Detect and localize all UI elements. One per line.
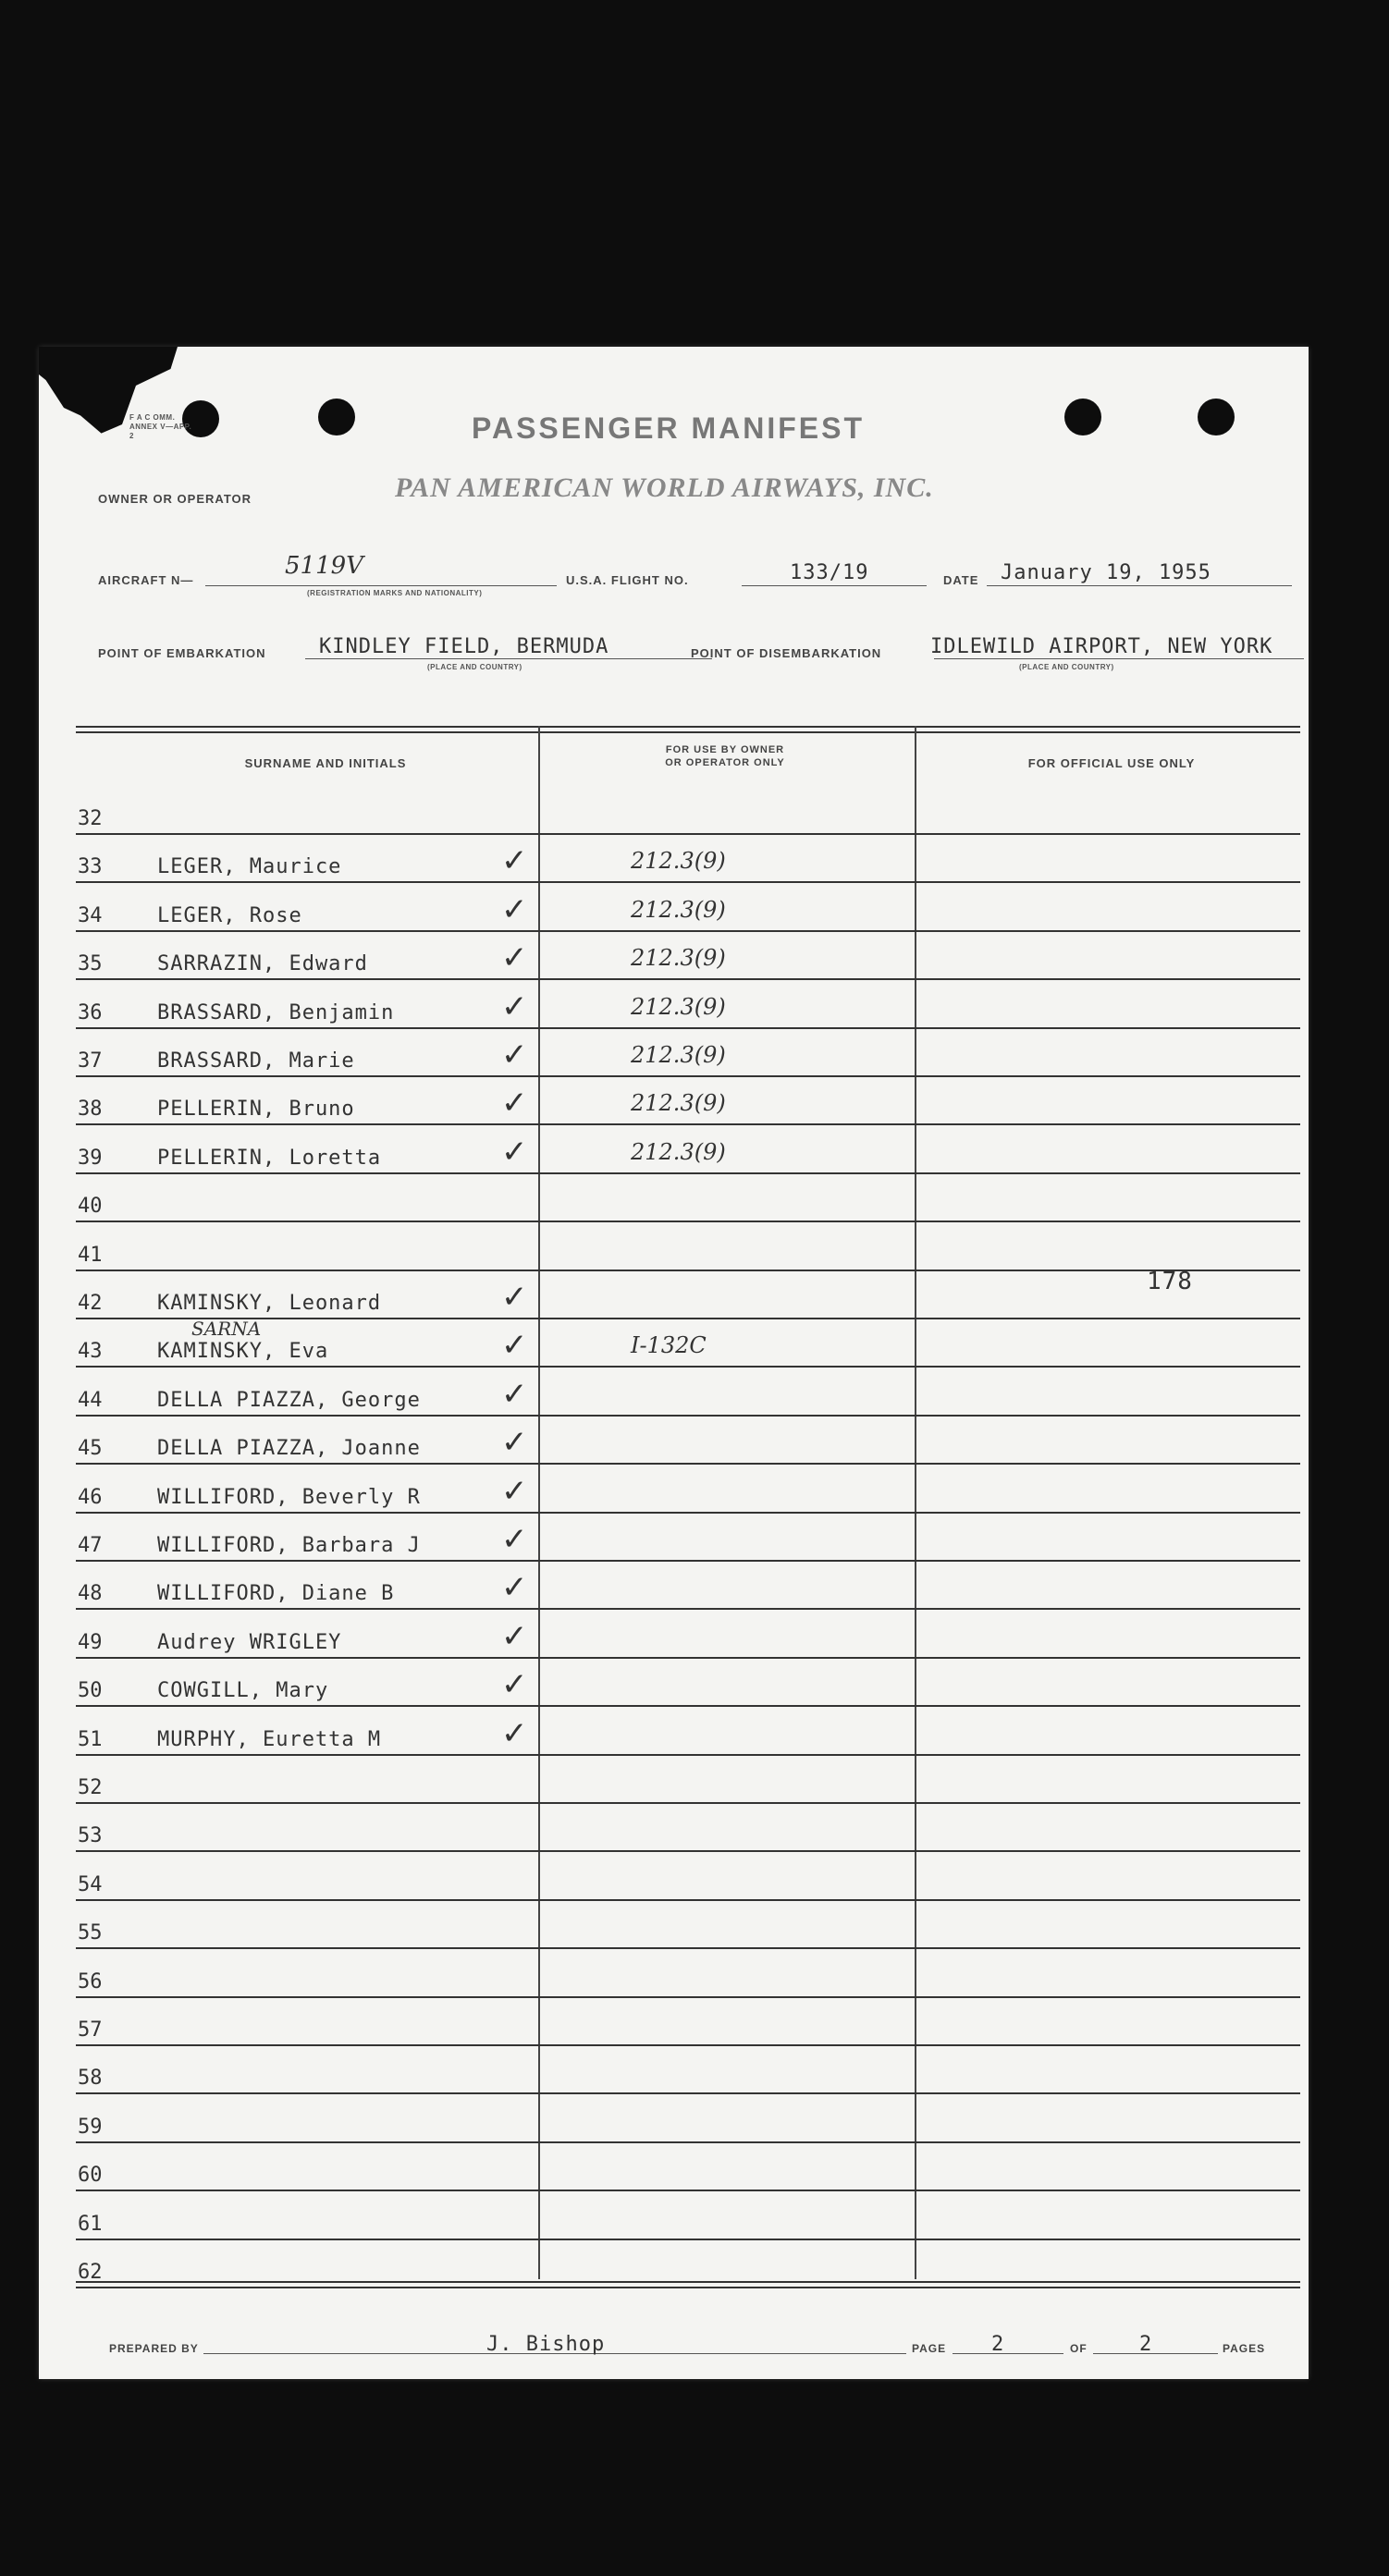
row-number: 41 — [78, 1243, 103, 1267]
row-number: 44 — [78, 1388, 103, 1412]
owner-code: 212.3(9) — [631, 1090, 726, 1117]
row-rule — [76, 1996, 1300, 1998]
owner-value: PAN AMERICAN WORLD AIRWAYS, INC. — [395, 472, 934, 503]
passenger-name: BRASSARD, Marie — [157, 1049, 355, 1073]
row-number: 47 — [78, 1534, 103, 1557]
row-number: 50 — [78, 1679, 103, 1703]
row-number: 59 — [78, 2115, 103, 2139]
check-mark-icon: ✓ — [501, 1521, 528, 1558]
disembark-value: IDLEWILD AIRPORT, NEW YORK — [930, 635, 1273, 658]
row-rule — [76, 1270, 1300, 1271]
passenger-name: Audrey WRIGLEY — [157, 1630, 342, 1654]
prepared-value: J. Bishop — [486, 2333, 606, 2356]
flight-value: 133/19 — [790, 561, 869, 584]
passenger-name: WILLIFORD, Beverly R — [157, 1485, 421, 1509]
pages-label: PAGES — [1223, 2342, 1266, 2355]
passenger-name: KAMINSKY, Eva — [157, 1340, 329, 1364]
passenger-name: KAMINSKY, Leonard — [157, 1292, 382, 1315]
row-rule — [76, 1899, 1300, 1901]
col-surname-header: SURNAME AND INITIALS — [244, 756, 407, 770]
check-mark-icon: ✓ — [501, 1569, 528, 1607]
row-number: 61 — [78, 2212, 103, 2236]
row-rule — [76, 1366, 1300, 1368]
row-rule — [76, 1415, 1300, 1417]
row-rule — [76, 881, 1300, 883]
passenger-name: BRASSARD, Benjamin — [157, 1000, 395, 1024]
row-rule — [76, 1705, 1300, 1707]
passenger-name: MURPHY, Euretta M — [157, 1727, 382, 1751]
row-rule — [76, 1221, 1300, 1222]
passenger-name: LEGER, Maurice — [157, 855, 342, 879]
row-number: 38 — [78, 1098, 103, 1122]
row-number: 39 — [78, 1146, 103, 1170]
page-value: 2 — [991, 2333, 1005, 2356]
owner-label: OWNER OR OPERATOR — [98, 492, 252, 506]
official-number: 178 — [1147, 1268, 1193, 1295]
torn-corner — [39, 347, 178, 458]
row-number: 42 — [78, 1292, 103, 1315]
prepared-label: PREPARED BY — [109, 2342, 199, 2355]
embark-sub: (PLACE AND COUNTRY) — [427, 663, 522, 671]
handwritten-sarna: SARNA — [191, 1318, 262, 1340]
manifest-page — [39, 347, 1309, 2379]
row-rule — [76, 1512, 1300, 1514]
row-number: 56 — [78, 1969, 103, 1993]
row-number: 45 — [78, 1437, 103, 1461]
passenger-name: DELLA PIAZZA, Joanne — [157, 1437, 421, 1461]
owner-code: 212.3(9) — [631, 993, 726, 1020]
page-label: PAGE — [912, 2342, 947, 2355]
row-rule — [76, 1075, 1300, 1077]
form-code: F A C OMM. ANNEX V—APP. 2 — [129, 413, 192, 440]
passenger-name: PELLERIN, Bruno — [157, 1098, 355, 1122]
row-number: 48 — [78, 1582, 103, 1606]
check-mark-icon: ✓ — [501, 1666, 528, 1704]
row-number: 40 — [78, 1195, 103, 1219]
row-rule — [76, 1463, 1300, 1465]
punch-hole — [318, 399, 355, 435]
passenger-name: WILLIFORD, Diane B — [157, 1582, 395, 1606]
col-owner-header-2: OR OPERATOR ONLY — [665, 757, 785, 768]
of-label: OF — [1070, 2342, 1088, 2355]
row-number: 53 — [78, 1824, 103, 1848]
owner-code: 212.3(9) — [631, 945, 726, 972]
row-number: 55 — [78, 1921, 103, 1945]
check-mark-icon: ✓ — [501, 890, 528, 928]
row-number: 36 — [78, 1000, 103, 1024]
passenger-name: WILLIFORD, Barbara J — [157, 1534, 421, 1557]
owner-code: 212.3(9) — [631, 1042, 726, 1068]
check-mark-icon: ✓ — [501, 1037, 528, 1073]
row-rule — [76, 833, 1300, 835]
check-mark-icon: ✓ — [501, 1617, 528, 1655]
check-mark-icon: ✓ — [501, 1714, 528, 1752]
row-number: 60 — [78, 2164, 103, 2188]
col-owner-header-1: FOR USE BY OWNER — [665, 744, 785, 755]
check-mark-icon: ✓ — [501, 1133, 528, 1171]
passenger-name: DELLA PIAZZA, George — [157, 1388, 421, 1412]
row-number: 62 — [78, 2261, 103, 2284]
row-number: 54 — [78, 1872, 103, 1896]
row-number: 32 — [78, 807, 103, 830]
row-rule — [76, 2190, 1300, 2191]
check-mark-icon: ✓ — [501, 1279, 528, 1316]
flight-label: U.S.A. FLIGHT NO. — [566, 573, 689, 587]
row-rule — [76, 930, 1300, 932]
form-title: PASSENGER MANIFEST — [472, 411, 865, 445]
aircraft-label: AIRCRAFT N— — [98, 573, 194, 587]
row-number: 43 — [78, 1340, 103, 1364]
row-number: 34 — [78, 903, 103, 927]
row-number: 52 — [78, 1776, 103, 1799]
row-number: 49 — [78, 1630, 103, 1654]
row-number: 57 — [78, 2018, 103, 2042]
row-rule — [76, 1608, 1300, 1610]
row-number: 33 — [78, 855, 103, 879]
passenger-name: PELLERIN, Loretta — [157, 1146, 382, 1170]
check-mark-icon: ✓ — [501, 987, 528, 1025]
row-number: 37 — [78, 1049, 103, 1073]
disembark-sub: (PLACE AND COUNTRY) — [1019, 663, 1114, 671]
row-rule — [76, 2044, 1300, 2046]
row-rule — [76, 1657, 1300, 1659]
punch-hole — [1198, 399, 1235, 435]
check-mark-icon: ✓ — [501, 1424, 528, 1462]
row-rule — [76, 1172, 1300, 1174]
owner-code: 212.3(9) — [631, 1138, 726, 1165]
check-mark-icon: ✓ — [501, 939, 528, 977]
row-rule — [76, 1947, 1300, 1949]
row-rule — [76, 2141, 1300, 2143]
row-rule — [76, 1123, 1300, 1125]
owner-code: I-132C — [631, 1332, 707, 1359]
owner-code: 212.3(9) — [631, 848, 726, 875]
owner-code: 212.3(9) — [631, 896, 726, 923]
check-mark-icon: ✓ — [501, 1327, 528, 1365]
row-number: 46 — [78, 1485, 103, 1509]
punch-hole — [1064, 399, 1101, 435]
row-rule — [76, 1802, 1300, 1804]
row-rule — [76, 1754, 1300, 1756]
date-value: January 19, 1955 — [1001, 561, 1211, 584]
check-mark-icon: ✓ — [501, 1085, 528, 1122]
row-number: 58 — [78, 2067, 103, 2091]
row-rule — [76, 1560, 1300, 1562]
embark-label: POINT OF EMBARKATION — [98, 646, 266, 660]
row-rule — [76, 1850, 1300, 1852]
passenger-name: LEGER, Rose — [157, 903, 302, 927]
check-mark-icon: ✓ — [501, 1472, 528, 1510]
passenger-name: COWGILL, Mary — [157, 1679, 329, 1703]
row-rule — [76, 1027, 1300, 1029]
of-value: 2 — [1139, 2333, 1153, 2356]
row-number: 51 — [78, 1727, 103, 1751]
col-official-header: FOR OFFICIAL USE ONLY — [1027, 756, 1196, 770]
row-number: 35 — [78, 952, 103, 976]
passenger-name: SARRAZIN, Edward — [157, 952, 368, 976]
aircraft-value: 5119V — [285, 552, 363, 580]
date-label: DATE — [943, 573, 979, 587]
disembark-label: POINT OF DISEMBARKATION — [691, 646, 882, 660]
row-rule — [76, 978, 1300, 980]
check-mark-icon: ✓ — [501, 842, 528, 880]
embark-value: KINDLEY FIELD, BERMUDA — [319, 635, 609, 658]
aircraft-sub: (REGISTRATION MARKS AND NATIONALITY) — [307, 589, 483, 597]
row-rule — [76, 2092, 1300, 2094]
row-rule — [76, 2239, 1300, 2240]
check-mark-icon: ✓ — [501, 1375, 528, 1413]
